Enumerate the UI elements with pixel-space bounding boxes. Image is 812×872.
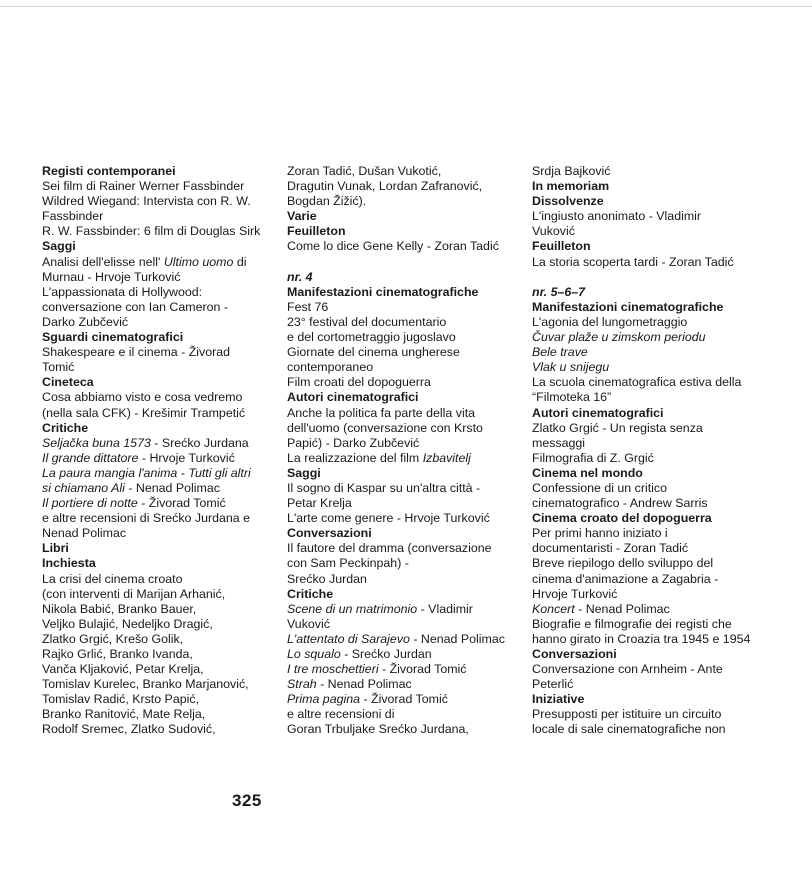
section-heading: Iniziative [532,692,585,707]
section-heading: Inchiesta [42,556,96,571]
entry-line: Biografie e filmografie dei registi che [532,616,732,631]
entry-line: Rodolf Sremec, Zlatko Sudović, [42,722,216,737]
top-rule [0,6,812,7]
section-heading: Cinema croato del dopoguerra [532,511,712,526]
entry-line: e del cortometraggio jugoslavo [287,330,456,345]
title-italic: Izbavitelj [422,450,471,465]
title-italic: Koncert [532,601,575,616]
entry-line: Wildred Wiegand: Intervista con R. W. [42,194,251,209]
entry-text: Analisi dell'elisse nell' [42,254,164,269]
title-italic: Ultimo uomo [163,254,234,269]
entry-text: - Srećko Jurdan [340,647,432,661]
entry-line [287,692,517,707]
entry-line: Fest 76 [287,299,329,314]
entry-line: Rajko Grlić, Branko Ivanda, [42,647,193,661]
section-heading: Saggi [287,465,321,480]
entry-line [42,255,274,270]
entry-line [287,647,517,662]
entry-line [42,466,274,481]
entry-line: L'arte come genere - Hrvoje Turković [287,511,490,526]
entry-text: - Živorad Tomić [360,692,448,707]
entry-line [287,677,517,692]
section-heading: Critiche [287,586,334,601]
entry-line: Tomislav Kurelec, Branko Marjanović, [42,677,249,692]
entry-line: Come lo dice Gene Kelly - Zoran Tadić [287,239,499,254]
section-heading: In memoriam [532,179,610,194]
entry-text: - Živorad Tomić [137,496,226,511]
title-italic: Strah [287,677,317,692]
entry-line: Zoran Tadić, Dušan Vukotić, [287,164,442,178]
section-heading: Sguardi cinematografici [42,330,184,345]
section-heading: Feuilleton [532,239,591,254]
issue-heading: nr. 4 [287,269,313,284]
entry-line: La scuola cinematografica estiva della [532,375,742,390]
entry-text: - Nenad Polimac [574,601,670,616]
entry-line: locale di sale cinematografiche non [532,722,726,737]
entry-text: La realizzazione del film [287,450,423,465]
entry-line [287,632,517,647]
entry-line: Hrvoje Turković [532,586,618,601]
entry-line: Presupposti per istituire un circuito [532,707,722,722]
entry-line: Fassbinder [42,209,104,224]
spacer [532,270,782,285]
entry-text: - Nenad Polimac [316,677,412,692]
entry-line [532,602,782,617]
section-heading: Cinema nel mondo [532,465,643,480]
entry-line: Il fautore del dramma (conversazione [287,541,492,556]
entry-line: Bele trave [532,345,588,360]
entry-line: messaggi [532,435,586,450]
entry-line: Nikola Babić, Branko Bauer, [42,601,197,616]
entry-line: “Filmoteka 16” [532,390,612,405]
index-column-3 [532,164,782,738]
entry-line: Vuković [532,224,575,239]
title-italic: La paura mangia l'anima - Tutti gli altri [42,465,251,480]
title-italic: Lo squalo [287,647,341,661]
entry-line [287,602,517,617]
section-heading: Manifestazioni cinematografiche [287,284,479,299]
entry-line: Petar Krelja [287,496,352,511]
entry-line: Cosa abbiamo visto e cosa vedremo [42,390,243,405]
entry-line: Shakespeare e il cinema - Živorad [42,345,231,360]
section-heading: Varie [287,209,317,224]
title-italic: Il grande dittatore [42,450,139,465]
entry-line: Giornate del cinema ungherese [287,345,460,360]
entry-line: Confessione di un critico [532,480,667,495]
entry-line [42,496,274,511]
index-column-2 [287,164,517,738]
entry-line: Nenad Polimac [42,526,127,541]
entry-line: Film croati del dopoguerra [287,375,431,390]
title-italic: I tre moschettieri [287,662,379,677]
title-italic: Il portiere di notte [42,496,138,511]
section-heading: Conversazioni [287,526,372,541]
entry-line: Il sogno di Kaspar su un'altra città - [287,480,481,495]
entry-line: cinema d'animazione a Zagabria - [532,571,719,586]
entry-line [287,662,517,677]
section-heading: Autori cinematografici [532,405,664,420]
entry-line: Per primi hanno iniziato i [532,526,668,541]
entry-line: Veljko Bulajić, Nedeljko Dragić, [42,616,213,631]
entry-line [287,451,517,466]
entry-line: Darko Zubčević [42,314,129,329]
title-italic: si chiamano Ali [42,480,125,495]
spacer [287,255,517,270]
entry-line: Dragutin Vunak, Lordan Zafranović, [287,179,483,194]
entry-text: - Srećko Jurdana [150,435,249,450]
entry-line [42,436,274,451]
entry-line: Branko Ranitović, Mate Relja, [42,707,206,722]
entry-line: Vlak u snijegu [532,360,610,375]
section-heading: Saggi [42,239,76,254]
entry-line: La storia scoperta tardi - Zoran Tadić [532,254,734,269]
entry-line: (nella sala CFK) - Krešimir Trampetić [42,405,246,420]
entry-text: - Nenad Polimac [124,480,220,495]
entry-text: - Hrvoje Turković [138,450,235,465]
entry-line [42,451,274,466]
entry-line: (con interventi di Marijan Arhanić, [42,586,226,601]
page-number: 325 [232,791,262,810]
entry-line: e altre recensioni di Srećko Jurdana e [42,511,251,526]
section-heading: Registi contemporanei [42,164,176,178]
section-heading: Cineteca [42,375,94,390]
entry-line: Goran Trbuljake Srećko Jurdana, [287,722,469,737]
entry-line: Conversazione con Arnheim - Ante [532,662,723,677]
entry-line: Tomislav Radić, Krsto Papić, [42,692,199,707]
section-heading: Manifestazioni cinematografiche [532,299,724,314]
section-heading: Feuilleton [287,224,346,239]
title-italic: Scene di un matrimonio [287,601,418,616]
entry-line: Bogdan Žižić). [287,194,367,209]
entry-line: documentaristi - Zoran Tadić [532,541,689,556]
entry-text: - Nenad Polimac [409,631,505,646]
entry-line: La crisi del cinema croato [42,571,183,586]
entry-line: Čuvar plaže u zimskom periodu [532,330,706,345]
entry-line: e altre recensioni di [287,707,395,722]
entry-line: conversazione con Ian Cameron - [42,299,228,314]
entry-line: con Sam Peckinpah) - [287,556,409,571]
issue-heading: nr. 5–6–7 [532,284,586,299]
entry-line: cinematografico - Andrew Sarris [532,496,708,511]
entry-line: Filmografia di Z. Grgić [532,450,654,465]
entry-line: L'appassionata di Hollywood: [42,284,203,299]
entry-line: Vanča Kljaković, Petar Krelja, [42,662,204,677]
index-column-1 [42,164,274,738]
section-heading: Critiche [42,420,89,435]
entry-line [42,481,274,496]
entry-line: Breve riepilogo dello sviluppo del [532,556,714,571]
entry-line: dell'uomo (conversazione con Krsto [287,420,483,435]
section-heading: Libri [42,541,69,556]
entry-text: - Živorad Tomić [378,662,467,677]
section-heading: Autori cinematografici [287,390,419,405]
entry-line: Papić) - Darko Zubčević [287,435,420,450]
entry-line: contemporaneo [287,360,374,375]
section-heading: Conversazioni [532,647,617,661]
entry-line: Anche la politica fa parte della vita [287,405,476,420]
entry-line: Vuković [287,616,330,631]
entry-line: Tomić [42,360,75,375]
entry-line: R. W. Fassbinder: 6 film di Douglas Sirk [42,224,261,239]
entry-line: Zlatko Grgić, Krešo Golik, [42,631,184,646]
entry-line: Murnau - Hrvoje Turković [42,269,181,284]
entry-line: Zlatko Grgić - Un regista senza [532,420,703,435]
entry-text: di [233,254,247,269]
entry-line: Srdja Bajković [532,164,611,178]
entry-line: 23° festival del documentario [287,314,447,329]
entry-line: L'agonia del lungometraggio [532,314,688,329]
title-italic: Seljačka buna 1573 [42,435,151,450]
title-italic: Prima pagina [287,692,361,707]
title-italic: L'attentato di Sarajevo [287,631,410,646]
entry-line: Sei film di Rainer Werner Fassbinder [42,179,245,194]
entry-text: - Vladimir [417,601,473,616]
section-heading: Dissolvenze [532,194,604,209]
entry-line: Srećko Jurdan [287,571,367,586]
entry-line: Peterlić [532,677,574,692]
entry-line: hanno girato in Croazia tra 1945 e 1954 [532,631,751,646]
entry-line: L'ingiusto anonimato - Vladimir [532,209,702,224]
